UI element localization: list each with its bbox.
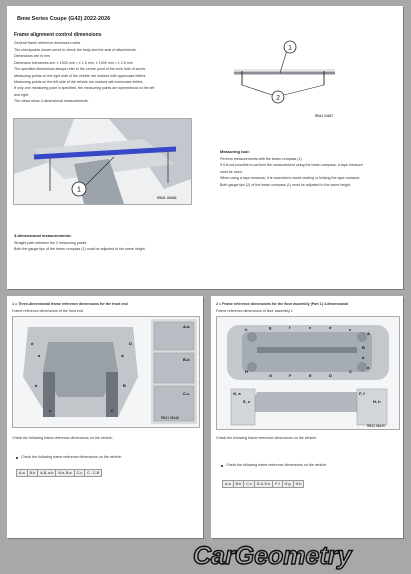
measuring-point-label: B xyxy=(123,383,126,388)
note-line: The views show 3-dimensional measurements. xyxy=(14,99,89,104)
page-front-end xyxy=(7,296,203,538)
bullet-text: Check the following frame reference dimensions on the vehicle: xyxy=(21,455,122,459)
note-line: The specified dimensions always refer to the centre point of the bore hole of screw. xyxy=(14,67,146,72)
beam-compass-tool-figure xyxy=(220,13,340,121)
inset-label: F, f xyxy=(359,391,365,396)
note-line: Dimension tolerances are: ± 1000 mm = ± 1.5 mm, ± 1000 mm = ± 2.5 mm xyxy=(14,60,133,65)
measuring-point-label: A xyxy=(367,331,370,336)
page-title: 2 = Frame reference dimensions for the floor assembly (Part 1) 3-dimensional xyxy=(216,302,349,306)
measuring-tool-heading: Measuring tool: xyxy=(220,149,250,154)
figure-code: RB41 04649 xyxy=(367,424,385,428)
inset-label: E, e xyxy=(243,399,251,404)
beam-compass-illustration xyxy=(220,13,340,121)
bullet-dot xyxy=(16,457,18,459)
note-line: and right. xyxy=(14,92,29,97)
floor-assembly-figure xyxy=(216,316,400,430)
dimension-cell: G-g xyxy=(282,481,293,488)
measuring-point-label: E xyxy=(309,373,312,378)
dimension-cell: D-d, E-e xyxy=(254,481,272,488)
check-instruction: Check the following frame reference dimensions on the vehicle: xyxy=(12,436,113,440)
front-end-figure xyxy=(12,316,200,428)
note-line: Both gauge tips (2) of the beam compass (1) must be adjusted to the same height. xyxy=(220,182,352,187)
dimensions-table xyxy=(222,480,304,488)
measuring-point-label: C xyxy=(111,408,114,413)
inset-label: H, h xyxy=(373,399,381,404)
dimension-cell: B-b xyxy=(233,481,244,488)
bullet-text: Check the following frame reference dimensions on the vehicle: xyxy=(226,463,327,467)
note-line: Measuring points on the right side of the vehicle are marked with uppercase letters. xyxy=(14,73,147,78)
dimension-cell: A-a xyxy=(17,470,28,477)
measuring-point-label: g xyxy=(269,325,272,330)
cargeometry-logo xyxy=(190,540,402,570)
dimension-cell: A-B, a-b xyxy=(38,470,56,477)
note-line: must be used. xyxy=(220,169,243,174)
bullet-dot xyxy=(221,465,223,467)
measuring-point-label: a xyxy=(38,353,41,358)
measuring-point-label: h xyxy=(245,327,248,332)
page-subtitle: Frame reference dimensions of the front end xyxy=(12,309,83,313)
dimension-cell: C - C-B xyxy=(85,470,102,477)
three-d-line-2: Both the gauge tips of the beam compass (1) must be adjusted to the same height. xyxy=(14,247,146,251)
measuring-point-label: D xyxy=(129,341,132,346)
section-title: Frame alignment control dimensions xyxy=(14,32,102,38)
measuring-point-label: d xyxy=(329,325,332,330)
measuring-point-label: b xyxy=(362,355,365,360)
measuring-point-label: A xyxy=(121,353,124,358)
page-title: 1 = Three-dimensional frame reference dimensions for the front end xyxy=(12,302,128,306)
dimension-cell: C-c xyxy=(74,470,85,477)
note-line: Measuring points on the left side of the vehicle are marked with lowercase letters. xyxy=(14,80,144,84)
note-line: Dimensions are in mm. xyxy=(14,54,51,59)
measuring-point-label: c xyxy=(49,408,52,413)
note-line: Perform measurements with the beam compass (1). xyxy=(220,157,303,161)
callout-number-2: 2 xyxy=(276,94,280,102)
page-subtitle: Frame reference dimensions of floor assembly 1 xyxy=(216,309,293,313)
figure-code: RB41 04647 xyxy=(315,114,334,118)
measuring-point-label: F xyxy=(289,373,292,378)
three-d-heading: 3-dimensional measurements: xyxy=(14,233,72,238)
figure-code: RB41 04646 xyxy=(157,196,177,200)
note-line: If only one measuring point is specified, the measuring points are symmetrical on the left xyxy=(14,86,155,91)
front-end-illustration xyxy=(13,317,199,427)
intro-heading: General frame reference dimension notes xyxy=(14,41,81,45)
floor-assembly-illustration xyxy=(217,317,399,429)
callout-number: 1 xyxy=(77,186,81,194)
car-body-illustration xyxy=(14,119,191,204)
measuring-point-label: H xyxy=(245,369,248,374)
dimension-cell: B-b xyxy=(27,470,38,477)
measuring-point-label: d xyxy=(31,341,34,346)
dimension-cell: C-c xyxy=(244,481,255,488)
dimension-cell: H-h xyxy=(293,481,304,488)
page-frame-alignment xyxy=(7,6,403,289)
check-instruction: Check the following frame reference dimensions on the vehicle: xyxy=(216,436,317,440)
measuring-point-label: B xyxy=(362,345,365,350)
beam-compass-car-figure xyxy=(13,118,192,205)
inset-label: C-c xyxy=(183,391,190,396)
inset-label: B-b xyxy=(183,357,190,362)
inset-label: G, a xyxy=(233,391,241,396)
measuring-point-label: b xyxy=(35,383,38,388)
callout-number-1: 1 xyxy=(288,44,292,52)
note-line: When using a tape measure, it is essential to avoid rotating or kinking the tape measure. xyxy=(220,176,361,181)
dimension-cell: F-f xyxy=(273,481,282,488)
measuring-point-label: a xyxy=(367,365,370,370)
document-header: Bmw Series Coupe (G42) 2022-2026 xyxy=(17,16,111,22)
inset-label: A-a xyxy=(183,324,190,329)
measuring-point-label: C xyxy=(349,369,352,374)
dimension-cell: A-b, B-a xyxy=(56,470,74,477)
figure-code: RB41 04648 xyxy=(161,416,179,420)
page-floor-assembly xyxy=(211,296,403,538)
note-line: The checkpoints shown serve to check the body and the seat of attachments. xyxy=(14,48,137,52)
measuring-point-label: G xyxy=(269,373,273,378)
note-line: If it is not possible to perform the measurement using the beam compass, a tape measure xyxy=(220,163,363,168)
measuring-point-label: c xyxy=(349,327,352,332)
logo-text: CarGeometry xyxy=(193,542,352,570)
measuring-point-label: e xyxy=(309,325,312,330)
measuring-point-label: f xyxy=(289,325,291,330)
dimensions-table xyxy=(16,469,102,477)
measuring-point-label: D xyxy=(329,373,332,378)
dimension-cell: A-a xyxy=(223,481,234,488)
three-d-line-1: Straight path between the 2 measuring points xyxy=(14,241,87,245)
